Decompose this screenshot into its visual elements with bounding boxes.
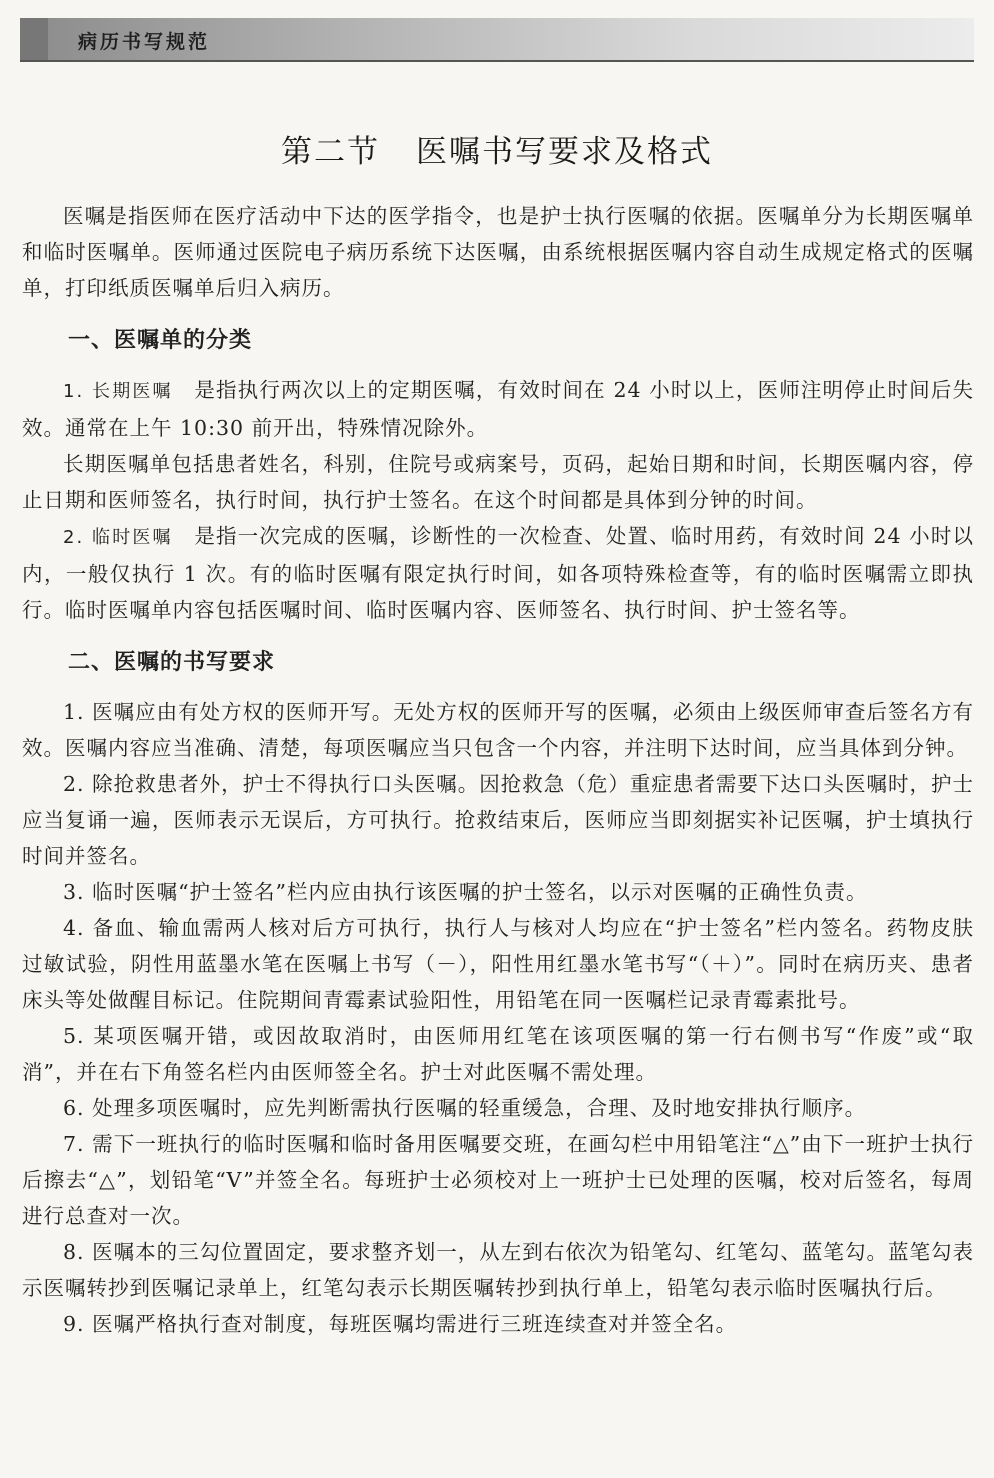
- requirement-item-6: 6. 处理多项医嘱时，应先判断需执行医嘱的轻重缓急，合理、及时地安排执行顺序。: [63, 1096, 867, 1120]
- cut-off-line: [22, 1306, 974, 1336]
- part1-item1-detail: 长期医嘱单包括患者姓名，科别，住院号或病案号，页码，起始日期和时间，长期医嘱内容，停止日期和医师签名，执行时间，执行护士签名。在这个时间都是具体到分钟的时间。: [22, 452, 974, 512]
- part1-item2-text: 是指一次完成的医嘱，诊断性的一次检查、处置、临时用药，有效时间 24 小时以内，一般仅执行 1 次。有的临时医嘱有限定执行时间，如各项特殊检查等，有的临时医嘱需立即执行。临时医嘱单内容包括医嘱时间、临时医嘱内容、医师签名、执行时间、护士签名等。: [22, 524, 974, 622]
- long-term-order-term: 1. 长期医嘱: [63, 381, 173, 402]
- requirement-item-9: 9. 医嘱严格执行查对制度，每班医嘱均需进行三班连续查对并签全名。: [63, 1312, 738, 1336]
- running-header-title: 病历书写规范: [78, 31, 211, 53]
- requirement-item-2: 2. 除抢救患者外，护士不得执行口头医嘱。因抢救急（危）重症患者需要下达口头医嘱时，护士应当复诵一遍，医师表示无误后，方可执行。抢救结束后，医师应当即刻据实补记医嘱，护士填执行时间并签名。: [22, 772, 974, 868]
- temporary-order-term: 2. 临时医嘱: [63, 527, 173, 548]
- running-header: [20, 18, 974, 60]
- header-accent-block: [20, 18, 48, 60]
- requirement-item-4: 4. 备血、输血需两人核对后方可执行，执行人与核对人均应在“护士签名”栏内签名。药物皮肤过敏试验，阴性用蓝墨水笔在医嘱上书写（－），阳性用红墨水笔书写“（＋）”。同时在病历夹、患者床头等处做醒目标记。住院期间青霉素试验阳性，用铅笔在同一医嘱栏记录青霉素批号。: [22, 916, 974, 1012]
- part1-item1: [22, 372, 974, 446]
- requirement-item-8: 8. 医嘱本的三勾位置固定，要求整齐划一，从左到右依次为铅笔勾、红笔勾、蓝笔勾。蓝笔勾表示医嘱转抄到医嘱记录单上，红笔勾表示长期医嘱转抄到执行单上，铅笔勾表示临时医嘱执行后。: [22, 1240, 974, 1300]
- section-title: 医嘱书写要求及格式: [416, 134, 713, 170]
- requirement-item-5: 5. 某项医嘱开错，或因故取消时，由医师用红笔在该项医嘱的第一行右侧书写“作废”或“取消”，并在右下角签名栏内由医师签全名。护士对此医嘱不需处理。: [22, 1024, 974, 1084]
- section-number: 第二节: [281, 134, 380, 170]
- part1-item2: [22, 518, 974, 628]
- requirement-item-7: 7. 需下一班执行的临时医嘱和临时备用医嘱要交班，在画勾栏中用铅笔注“△”由下一班护士执行后擦去“△”，划铅笔“V”并签全名。每班护士必须校对上一班护士已处理的医嘱，校对后签名，每周进行总查对一次。: [22, 1132, 974, 1228]
- page-body: [22, 198, 974, 1336]
- part2-heading: 二、医嘱的书写要求: [68, 650, 276, 675]
- requirement-item-1: 1. 医嘱应由有处方权的医师开写。无处方权的医师开写的医嘱，必须由上级医师审查后签名方有效。医嘱内容应当准确、清楚，每项医嘱应当只包含一个内容，并注明下达时间，应当具体到分钟。: [22, 700, 974, 760]
- part1-item1-text: 是指执行两次以上的定期医嘱，有效时间在 24 小时以上，医师注明停止时间后失效。通常在上午 10:30 前开出，特殊情况除外。: [22, 378, 974, 440]
- section-heading: [0, 126, 994, 171]
- part1-heading: 一、医嘱单的分类: [68, 328, 253, 353]
- intro-paragraph: 医嘱是指医师在医疗活动中下达的医学指令，也是护士执行医嘱的依据。医嘱单分为长期医嘱单和临时医嘱单。医师通过医院电子病历系统下达医嘱，由系统根据医嘱内容自动生成规定格式的医嘱单，打印纸质医嘱单后归入病历。: [22, 204, 974, 300]
- header-rule: [20, 60, 974, 62]
- requirement-item-3: 3. 临时医嘱“护士签名”栏内应由执行该医嘱的护士签名，以示对医嘱的正确性负责。: [63, 880, 868, 904]
